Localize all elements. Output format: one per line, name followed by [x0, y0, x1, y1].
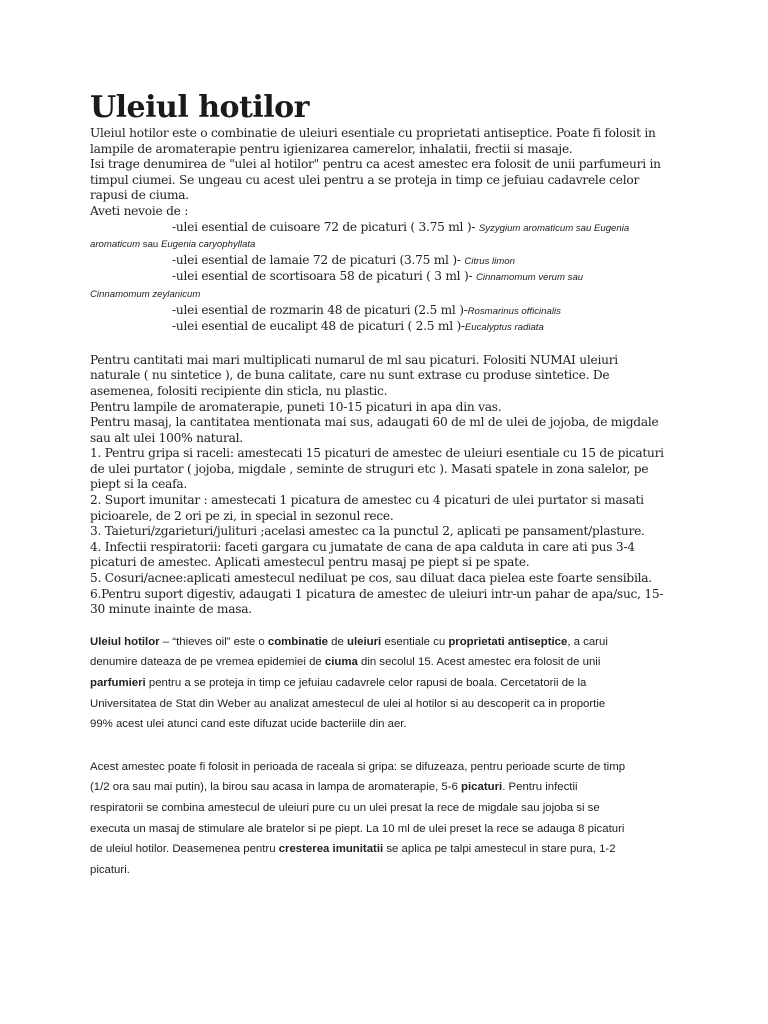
text-line: de ulei purtator ( jojoba, migdale , seminte de struguri etc ). Masati spatele in zona salelor, pe — [90, 461, 649, 476]
latin-name: Rosmarinus officinalis — [467, 305, 561, 317]
text-run: se aplica pe talpi amestecul in stare pura, 1-2 — [383, 843, 616, 856]
usage-paragraph — [90, 353, 690, 618]
text-line — [90, 652, 690, 673]
text-line: respiratorii se combina amestecul de uleiuri pure cu un ulei presat la rece de migdale sau jojoba si se — [90, 801, 600, 814]
text-line — [90, 777, 690, 798]
text-line: picioarele, de 2 ori pe zi, in special in sezonul rece. — [90, 508, 394, 523]
text-run: – “thieves oil” este o — [159, 635, 268, 648]
text-run: , a carui — [567, 635, 608, 648]
latin-name: Cinnamomum zeylanicum — [90, 288, 201, 300]
article-paragraph-1 — [90, 632, 690, 735]
bold-term: Uleiul hotilor — [90, 635, 160, 648]
article-paragraph-2 — [90, 757, 690, 881]
text-line: picaturi de amestec. Aplicati amestecul pentru masaj pe piept si pe spate. — [90, 555, 530, 570]
latin-name: Eucalyptus radiata — [464, 322, 544, 334]
text-line: 3. Taieturi/zgarieturi/julituri ;acelasi amestec ca la punctul 2, aplicati pe pansament/plasture. — [90, 524, 645, 539]
text-line: 5. Cosuri/acnee:aplicati amestecul nediluat pe cos, sau diluat daca pielea este foarte sensibila. — [90, 571, 652, 586]
text-line — [90, 632, 690, 653]
latin-name: Citrus limon — [464, 255, 515, 267]
latin-name: aromaticum — [90, 239, 141, 251]
text-line: 2. Suport imunitar : amestecati 1 picatura de amestec cu 4 picaturi de ulei purtator si masati — [90, 493, 644, 508]
ingredient-item — [90, 220, 690, 237]
text-line: 6.Pentru suport digestiv, adaugati 1 picatura de amestec de uleiuri intr-un pahar de apa/suc, 15- — [90, 586, 664, 601]
text-line: lampile de aromaterapie pentru igienizarea camerelor, inhalatii, frectii si masaje. — [90, 141, 573, 156]
bold-term: uleiuri — [347, 635, 382, 648]
ingredient-continuation — [90, 286, 690, 303]
text-line: executa un masaj de stimulare ale bratelor si pe piept. La 10 ml de ulei preset la rece se adauga 8 picaturi — [90, 822, 625, 835]
ingredient-item — [90, 319, 690, 336]
bold-term: parfumieri — [90, 677, 146, 689]
text-line: Isi trage denumirea de "ulei al hotilor" pentru ca acest amestec era folosit de unii parfumeuri in — [90, 157, 661, 172]
ingredient-text: -ulei esential de lamaie 72 de picaturi (3.75 ml )- — [172, 252, 465, 267]
text-line: Pentru masaj, la cantitatea mentionata mai sus, adaugati 60 de ml de ulei de jojoba, de migdale — [90, 415, 659, 430]
intro-paragraph — [90, 126, 690, 336]
text-line: Acest amestec poate fi folosit in perioada de raceala si gripa: se difuzeaza, pentru perioade scurte de timp — [90, 760, 626, 773]
text-line: 99% acest ulei atunci cand este difuzat ucide bacteriile din aer. — [90, 718, 407, 731]
text-run: esentiale cu — [381, 635, 449, 648]
text-line: Universitatea de Stat din Weber au analizat amestecul de ulei al hotilor si au descoperit ca in proportie — [90, 697, 606, 710]
bold-term: proprietati antiseptice — [448, 635, 568, 648]
conjunction: sau — [140, 239, 161, 251]
text-line: sau alt ulei 100% natural. — [90, 430, 243, 445]
text-line: Pentru lampile de aromaterapie, puneti 10-15 picaturi in apa din vas. — [90, 399, 502, 414]
text-run: din secolul 15. Acest amestec era folosit de unii — [357, 656, 601, 669]
ingredient-text: -ulei esential de cuisoare 72 de picaturi ( 3.75 ml )- — [172, 219, 479, 234]
text-line: Pentru cantitati mai mari multiplicati numarul de ml sau picaturi. Folositi NUMAI uleiuri — [90, 352, 618, 367]
ingredient-text: -ulei esential de rozmarin 48 de picaturi (2.5 ml )- — [172, 302, 468, 317]
bold-term: cresterea imunitatii — [278, 843, 384, 856]
text-run: denumire dateaza de pe vremea epidemiei de — [90, 656, 325, 669]
text-line — [90, 673, 690, 694]
text-line: timpul ciumei. Se ungeau cu acest ulei pentru a se proteja in timp ce jefuiau cadavrele celor — [90, 172, 640, 187]
text-line: 4. Infectii respiratorii: faceti gargara cu jumatate de cana de apa calduta in care ati pus 3-4 — [90, 539, 635, 554]
document-page — [90, 90, 690, 880]
latin-name: Eugenia caryophyllata — [160, 239, 256, 251]
text-run: pentru a se proteja in timp ce jefuiau cadavrele celor rapusi de boala. Cercetatorii de la — [145, 677, 587, 689]
text-line: picaturi. — [90, 863, 130, 876]
ingredient-item — [90, 253, 690, 270]
text-line: naturale ( nu sintetice ), de buna calitate, care nu sunt extrase cu produse sintetice. De — [90, 368, 610, 383]
text-line — [90, 839, 690, 860]
text-line: 30 minute inainte de masa. — [90, 602, 252, 617]
page-title: Uleiul hotilor — [90, 90, 309, 125]
text-line: piept si la ceafa. — [90, 477, 188, 492]
text-run: . Pentru infectii — [502, 781, 578, 794]
text-line: asemenea, folositi recipiente din sticla, nu plastic. — [90, 383, 388, 398]
bold-term: picaturi — [461, 781, 503, 794]
text-run: de uleiul hotilor. Deasemenea pentru — [90, 843, 279, 856]
ingredient-continuation — [90, 236, 690, 253]
text-line: rapusi de ciuma. — [90, 188, 189, 203]
text-run: de — [328, 635, 348, 648]
ingredient-item — [90, 269, 690, 286]
ingredient-text: -ulei esential de scortisoara 58 de picaturi ( 3 ml )- — [172, 269, 476, 284]
text-line: 1. Pentru gripa si raceli: amestecati 15 picaturi de amestec de uleiuri esentiale cu 15 de picaturi — [90, 446, 664, 461]
ingredient-item — [90, 303, 690, 320]
text-run: (1/2 ora sau mai putin), la birou sau acasa in lampa de aromaterapie, 5-6 — [90, 781, 462, 794]
text-line: Aveti nevoie de : — [90, 203, 189, 218]
latin-name: Cinnamomum verum sau — [475, 272, 584, 284]
ingredient-text: -ulei esential de eucalipt 48 de picaturi ( 2.5 ml )- — [172, 319, 465, 334]
bold-term: ciuma — [324, 656, 358, 669]
text-line: Uleiul hotilor este o combinatie de uleiuri esentiale cu proprietati antiseptice. Poate fi folosit in — [90, 126, 656, 140]
latin-name: Syzygium aromaticum sau Eugenia — [478, 222, 630, 234]
bold-term: combinatie — [267, 635, 329, 648]
